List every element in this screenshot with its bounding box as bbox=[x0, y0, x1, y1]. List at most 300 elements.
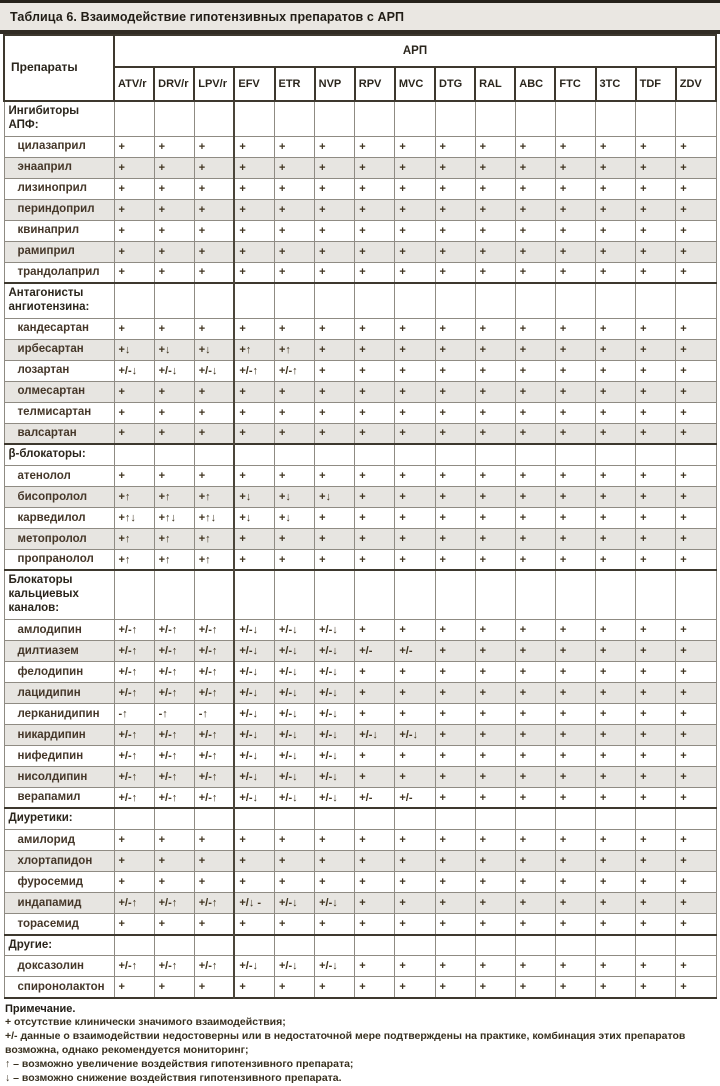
empty-cell bbox=[676, 101, 716, 136]
interaction-cell: +↓ bbox=[275, 507, 315, 528]
interaction-cell: +/-↑ bbox=[234, 360, 274, 381]
interaction-cell: + bbox=[194, 136, 234, 157]
drug-name-cell: фелодипин bbox=[4, 661, 114, 682]
drug-row bbox=[4, 682, 716, 703]
drug-row bbox=[4, 402, 716, 423]
interaction-cell: + bbox=[395, 423, 435, 444]
interaction-cell: + bbox=[555, 381, 595, 402]
interaction-cell: +/-↓ bbox=[395, 724, 435, 745]
interaction-cell: + bbox=[315, 199, 355, 220]
empty-cell bbox=[355, 101, 395, 136]
drug-name-cell: хлортапидон bbox=[4, 851, 114, 872]
interaction-cell: + bbox=[676, 318, 716, 339]
interaction-cell: +/-↓ bbox=[315, 640, 355, 661]
interaction-cell: + bbox=[395, 157, 435, 178]
interaction-cell: + bbox=[676, 486, 716, 507]
interaction-cell: + bbox=[355, 178, 395, 199]
interaction-cell: + bbox=[355, 136, 395, 157]
interaction-cell: + bbox=[515, 220, 555, 241]
empty-cell bbox=[194, 283, 234, 318]
interaction-cell: + bbox=[114, 402, 154, 423]
empty-cell bbox=[234, 935, 274, 956]
interaction-cell: + bbox=[355, 956, 395, 977]
interaction-cell: + bbox=[555, 914, 595, 935]
interaction-cell: -↑ bbox=[194, 703, 234, 724]
column-header-drugs: Препараты bbox=[4, 35, 114, 101]
interaction-cell: + bbox=[355, 528, 395, 549]
interaction-cell: + bbox=[114, 178, 154, 199]
interaction-cell: + bbox=[596, 507, 636, 528]
drug-name-cell: лацидипин bbox=[4, 682, 114, 703]
interaction-cell: + bbox=[114, 423, 154, 444]
interaction-cell: + bbox=[636, 724, 676, 745]
interaction-cell: + bbox=[194, 423, 234, 444]
interaction-cell: + bbox=[435, 507, 475, 528]
interaction-cell: + bbox=[596, 893, 636, 914]
interaction-cell: + bbox=[154, 318, 194, 339]
drug-row bbox=[4, 787, 716, 808]
empty-cell bbox=[315, 935, 355, 956]
empty-cell bbox=[355, 570, 395, 619]
interaction-cell: +/-↓ bbox=[275, 640, 315, 661]
interaction-cell: + bbox=[636, 262, 676, 283]
empty-cell bbox=[515, 808, 555, 829]
drug-row bbox=[4, 465, 716, 486]
drug-row bbox=[4, 507, 716, 528]
interaction-cell: + bbox=[676, 830, 716, 851]
interaction-cell: + bbox=[355, 872, 395, 893]
interaction-cell: + bbox=[194, 318, 234, 339]
empty-cell bbox=[315, 808, 355, 829]
table-title: Таблица 6. Взаимодействие гипотензивных препаратов с АРП bbox=[0, 3, 720, 34]
interaction-cell: + bbox=[676, 851, 716, 872]
interaction-cell: +/-↓ bbox=[315, 703, 355, 724]
empty-cell bbox=[435, 570, 475, 619]
interaction-cell: +/-↑ bbox=[154, 640, 194, 661]
interaction-cell: + bbox=[395, 766, 435, 787]
interaction-cell: + bbox=[515, 977, 555, 998]
interaction-cell: +/- bbox=[395, 640, 435, 661]
interaction-cell: + bbox=[154, 872, 194, 893]
interaction-cell: +/-↓ bbox=[114, 360, 154, 381]
interaction-cell: + bbox=[596, 360, 636, 381]
empty-cell bbox=[234, 101, 274, 136]
interaction-cell: + bbox=[475, 528, 515, 549]
interaction-cell: + bbox=[555, 360, 595, 381]
drug-name-cell: трандолаприл bbox=[4, 262, 114, 283]
interaction-cell: + bbox=[435, 549, 475, 570]
interaction-cell: + bbox=[154, 381, 194, 402]
drug-name-cell: торасемид bbox=[4, 914, 114, 935]
interaction-cell: + bbox=[515, 381, 555, 402]
interaction-cell: +/-↓ bbox=[234, 766, 274, 787]
interaction-cell: + bbox=[515, 136, 555, 157]
interaction-cell: + bbox=[114, 872, 154, 893]
interaction-cell: + bbox=[676, 787, 716, 808]
interaction-cell: + bbox=[234, 241, 274, 262]
empty-cell bbox=[475, 444, 515, 465]
empty-cell bbox=[154, 570, 194, 619]
interaction-cell: +/-↓ bbox=[234, 745, 274, 766]
interaction-cell: + bbox=[355, 914, 395, 935]
interaction-cell: + bbox=[315, 241, 355, 262]
interaction-cell: + bbox=[515, 956, 555, 977]
drug-row bbox=[4, 703, 716, 724]
interaction-cell: + bbox=[596, 745, 636, 766]
interaction-cell: + bbox=[555, 766, 595, 787]
interaction-cell: + bbox=[275, 318, 315, 339]
interaction-cell: + bbox=[194, 402, 234, 423]
interaction-cell: + bbox=[275, 549, 315, 570]
interaction-cell: + bbox=[515, 262, 555, 283]
interaction-cell: + bbox=[435, 423, 475, 444]
interaction-cell: + bbox=[515, 745, 555, 766]
column-header-3tc: 3TC bbox=[596, 67, 636, 101]
interaction-cell: + bbox=[355, 703, 395, 724]
empty-cell bbox=[555, 935, 595, 956]
drug-row bbox=[4, 619, 716, 640]
interaction-cell: + bbox=[515, 682, 555, 703]
footnote-line: ↓ – возможно снижение воздействия гипотензивного препарата. bbox=[5, 1071, 342, 1084]
interaction-cell: + bbox=[555, 220, 595, 241]
interaction-cell: + bbox=[596, 977, 636, 998]
interaction-cell: + bbox=[636, 507, 676, 528]
interaction-cell: + bbox=[636, 766, 676, 787]
interaction-cell: + bbox=[355, 157, 395, 178]
interaction-cell: +↑ bbox=[154, 528, 194, 549]
empty-cell bbox=[676, 444, 716, 465]
interaction-cell: + bbox=[555, 745, 595, 766]
interaction-cell: +/-↑ bbox=[114, 787, 154, 808]
interaction-cell: + bbox=[395, 199, 435, 220]
drug-name-cell: спиронолактон bbox=[4, 977, 114, 998]
interaction-cell: + bbox=[676, 703, 716, 724]
column-header-zdv: ZDV bbox=[676, 67, 716, 101]
interaction-cell: + bbox=[515, 507, 555, 528]
empty-cell bbox=[275, 101, 315, 136]
interaction-cell: + bbox=[515, 766, 555, 787]
interaction-cell: +/-↓ bbox=[315, 956, 355, 977]
interaction-cell: + bbox=[676, 619, 716, 640]
empty-cell bbox=[475, 283, 515, 318]
interaction-cell: + bbox=[475, 724, 515, 745]
interaction-cell: + bbox=[194, 220, 234, 241]
drug-name-cell: цилазаприл bbox=[4, 136, 114, 157]
interaction-cell: + bbox=[355, 830, 395, 851]
column-header-ral: RAL bbox=[475, 67, 515, 101]
interaction-cell: + bbox=[515, 787, 555, 808]
section-header-row bbox=[4, 570, 716, 619]
drug-row bbox=[4, 339, 716, 360]
interaction-cell: + bbox=[475, 682, 515, 703]
interaction-cell: +/↓ - bbox=[234, 893, 274, 914]
drug-row bbox=[4, 360, 716, 381]
empty-cell bbox=[315, 101, 355, 136]
interaction-cell: + bbox=[435, 872, 475, 893]
interaction-cell: + bbox=[234, 549, 274, 570]
interaction-cell: + bbox=[676, 136, 716, 157]
footnote-line: +/- данные о взаимодействии недостоверны или в недостаточной мере подтверждены на практике, комбинация этих препаратов возможна, однако рекомендуется мониторинг; bbox=[5, 1030, 686, 1057]
interaction-cell: + bbox=[555, 640, 595, 661]
interaction-cell: + bbox=[435, 528, 475, 549]
interaction-cell: + bbox=[275, 872, 315, 893]
empty-cell bbox=[636, 570, 676, 619]
interaction-cell: + bbox=[596, 220, 636, 241]
interaction-cell: +↑↓ bbox=[114, 507, 154, 528]
interaction-cell: + bbox=[596, 178, 636, 199]
interaction-cell: + bbox=[435, 199, 475, 220]
interaction-cell: + bbox=[636, 381, 676, 402]
empty-cell bbox=[515, 444, 555, 465]
drug-row bbox=[4, 745, 716, 766]
interaction-cell: + bbox=[475, 956, 515, 977]
interaction-cell: + bbox=[596, 199, 636, 220]
interaction-cell: + bbox=[596, 549, 636, 570]
drug-row bbox=[4, 640, 716, 661]
drug-row bbox=[4, 872, 716, 893]
interaction-cell: + bbox=[676, 465, 716, 486]
interaction-cell: + bbox=[275, 241, 315, 262]
interaction-cell: + bbox=[636, 661, 676, 682]
column-header-ftc: FTC bbox=[555, 67, 595, 101]
section-header-row bbox=[4, 808, 716, 829]
interaction-cell: + bbox=[395, 977, 435, 998]
interaction-cell: + bbox=[596, 956, 636, 977]
interaction-cell: + bbox=[555, 851, 595, 872]
drug-row bbox=[4, 178, 716, 199]
interaction-cell: + bbox=[435, 360, 475, 381]
interaction-cell: + bbox=[676, 241, 716, 262]
interaction-cell: +↓ bbox=[234, 507, 274, 528]
empty-cell bbox=[234, 283, 274, 318]
interaction-cell: +↓ bbox=[315, 486, 355, 507]
interaction-cell: +/-↓ bbox=[234, 787, 274, 808]
interaction-cell: + bbox=[395, 178, 435, 199]
empty-cell bbox=[315, 570, 355, 619]
interaction-cell: -↑ bbox=[114, 703, 154, 724]
interaction-cell: +↑↓ bbox=[194, 507, 234, 528]
interaction-cell: + bbox=[275, 423, 315, 444]
interaction-cell: + bbox=[315, 977, 355, 998]
interaction-cell: + bbox=[234, 220, 274, 241]
interaction-cell: + bbox=[555, 724, 595, 745]
interaction-cell: + bbox=[114, 241, 154, 262]
empty-cell bbox=[395, 808, 435, 829]
interaction-cell: + bbox=[154, 220, 194, 241]
interaction-cell: + bbox=[194, 465, 234, 486]
interaction-cell: + bbox=[435, 914, 475, 935]
interaction-cell: + bbox=[114, 199, 154, 220]
interaction-cell: + bbox=[555, 977, 595, 998]
empty-cell bbox=[636, 935, 676, 956]
interaction-cell: + bbox=[234, 381, 274, 402]
interaction-cell: + bbox=[676, 724, 716, 745]
interaction-cell: + bbox=[636, 465, 676, 486]
interaction-cell: + bbox=[315, 178, 355, 199]
interaction-cell: +/-↓ bbox=[315, 766, 355, 787]
interaction-cell: + bbox=[234, 136, 274, 157]
interaction-cell: + bbox=[154, 423, 194, 444]
interaction-cell: + bbox=[435, 402, 475, 423]
section-header-row bbox=[4, 283, 716, 318]
interaction-cell: +/-↑ bbox=[114, 766, 154, 787]
section-label: Ингибиторы АПФ: bbox=[4, 101, 114, 136]
interaction-cell: + bbox=[475, 851, 515, 872]
interaction-cell: + bbox=[515, 851, 555, 872]
interaction-cell: + bbox=[596, 528, 636, 549]
interaction-cell: + bbox=[355, 465, 395, 486]
interaction-cell: + bbox=[315, 830, 355, 851]
interaction-cell: + bbox=[355, 549, 395, 570]
empty-cell bbox=[676, 808, 716, 829]
interaction-cell: + bbox=[636, 745, 676, 766]
interaction-cell: + bbox=[596, 640, 636, 661]
interaction-cell: + bbox=[315, 549, 355, 570]
drug-row bbox=[4, 136, 716, 157]
interaction-cell: + bbox=[676, 956, 716, 977]
interaction-cell: + bbox=[596, 486, 636, 507]
interaction-cell: + bbox=[275, 465, 315, 486]
interaction-cell: +/-↑ bbox=[154, 682, 194, 703]
empty-cell bbox=[154, 283, 194, 318]
interaction-cell: + bbox=[315, 423, 355, 444]
interaction-cell: + bbox=[515, 914, 555, 935]
interaction-cell: + bbox=[315, 318, 355, 339]
interaction-cell: + bbox=[676, 745, 716, 766]
section-header-row bbox=[4, 935, 716, 956]
drug-row bbox=[4, 851, 716, 872]
interaction-cell: +/-↑ bbox=[154, 661, 194, 682]
drug-name-cell: пропранолол bbox=[4, 549, 114, 570]
interaction-cell: + bbox=[515, 318, 555, 339]
interaction-cell: +/-↑ bbox=[194, 766, 234, 787]
interaction-cell: + bbox=[275, 262, 315, 283]
interaction-cell: + bbox=[515, 549, 555, 570]
empty-cell bbox=[315, 283, 355, 318]
interaction-cell: + bbox=[676, 402, 716, 423]
drug-name-cell: периндоприл bbox=[4, 199, 114, 220]
interaction-cell: + bbox=[636, 619, 676, 640]
drug-row bbox=[4, 157, 716, 178]
empty-cell bbox=[395, 935, 435, 956]
empty-cell bbox=[596, 808, 636, 829]
interaction-cell: + bbox=[234, 262, 274, 283]
interaction-cell: + bbox=[395, 381, 435, 402]
empty-cell bbox=[154, 935, 194, 956]
interaction-cell: + bbox=[475, 507, 515, 528]
interaction-cell: + bbox=[475, 549, 515, 570]
interaction-cell: + bbox=[315, 220, 355, 241]
interaction-cell: + bbox=[636, 136, 676, 157]
interaction-cell: + bbox=[676, 339, 716, 360]
interaction-cell: +/-↓ bbox=[154, 360, 194, 381]
interaction-cell: + bbox=[475, 199, 515, 220]
interaction-cell: +/-↓ bbox=[275, 745, 315, 766]
interaction-cell: + bbox=[234, 830, 274, 851]
interaction-cell: + bbox=[234, 528, 274, 549]
interaction-cell: + bbox=[275, 977, 315, 998]
empty-cell bbox=[114, 444, 154, 465]
interaction-cell: + bbox=[275, 136, 315, 157]
interaction-cell: + bbox=[636, 893, 676, 914]
interaction-cell: + bbox=[395, 914, 435, 935]
drug-row bbox=[4, 318, 716, 339]
interaction-cell: + bbox=[596, 157, 636, 178]
interaction-cell: + bbox=[275, 178, 315, 199]
interaction-cell: + bbox=[596, 318, 636, 339]
interaction-cell: + bbox=[234, 157, 274, 178]
interaction-cell: +/-↓ bbox=[234, 619, 274, 640]
interaction-cell: + bbox=[636, 178, 676, 199]
interaction-cell: +/-↓ bbox=[234, 956, 274, 977]
empty-cell bbox=[676, 283, 716, 318]
interaction-cell: +/-↑ bbox=[114, 640, 154, 661]
interaction-cell: + bbox=[636, 199, 676, 220]
interaction-cell: + bbox=[596, 787, 636, 808]
interaction-cell: + bbox=[555, 136, 595, 157]
interaction-cell: +↑↓ bbox=[154, 507, 194, 528]
interaction-cell: + bbox=[435, 136, 475, 157]
interaction-cell: + bbox=[154, 136, 194, 157]
interaction-cell: + bbox=[194, 199, 234, 220]
interaction-cell: + bbox=[315, 507, 355, 528]
interaction-cell: +↑ bbox=[234, 339, 274, 360]
interaction-cell: + bbox=[596, 851, 636, 872]
drug-name-cell: индапамид bbox=[4, 893, 114, 914]
interaction-cell: + bbox=[475, 787, 515, 808]
interaction-cell: + bbox=[234, 199, 274, 220]
interaction-cell: +↓ bbox=[234, 486, 274, 507]
drug-row bbox=[4, 724, 716, 745]
interaction-cell: + bbox=[636, 157, 676, 178]
column-header-abc: ABC bbox=[515, 67, 555, 101]
drug-name-cell: лизиноприл bbox=[4, 178, 114, 199]
interaction-cell: + bbox=[636, 977, 676, 998]
interaction-cell: + bbox=[676, 872, 716, 893]
empty-cell bbox=[515, 935, 555, 956]
empty-cell bbox=[395, 444, 435, 465]
interaction-cell: + bbox=[154, 199, 194, 220]
interaction-cell: + bbox=[636, 402, 676, 423]
interaction-cell: + bbox=[114, 318, 154, 339]
drug-row bbox=[4, 220, 716, 241]
interaction-cell: +/-↑ bbox=[194, 745, 234, 766]
drug-name-cell: лерканидипин bbox=[4, 703, 114, 724]
interaction-cell: + bbox=[114, 914, 154, 935]
interaction-cell: + bbox=[636, 318, 676, 339]
interaction-cell: + bbox=[395, 956, 435, 977]
interaction-cell: + bbox=[355, 619, 395, 640]
interaction-cell: + bbox=[596, 262, 636, 283]
interaction-cell: + bbox=[596, 136, 636, 157]
drug-row bbox=[4, 977, 716, 998]
empty-cell bbox=[636, 101, 676, 136]
interaction-cell: + bbox=[395, 745, 435, 766]
interaction-cell: + bbox=[596, 724, 636, 745]
empty-cell bbox=[194, 808, 234, 829]
drug-name-cell: бисопролол bbox=[4, 486, 114, 507]
interaction-cell: + bbox=[515, 423, 555, 444]
interaction-cell: + bbox=[555, 465, 595, 486]
interaction-cell: + bbox=[395, 136, 435, 157]
interaction-cell: + bbox=[395, 893, 435, 914]
interaction-cell: + bbox=[475, 977, 515, 998]
interaction-cell: + bbox=[355, 402, 395, 423]
drug-row bbox=[4, 549, 716, 570]
interaction-cell: + bbox=[596, 381, 636, 402]
interaction-cell: + bbox=[515, 724, 555, 745]
interaction-cell: + bbox=[676, 549, 716, 570]
